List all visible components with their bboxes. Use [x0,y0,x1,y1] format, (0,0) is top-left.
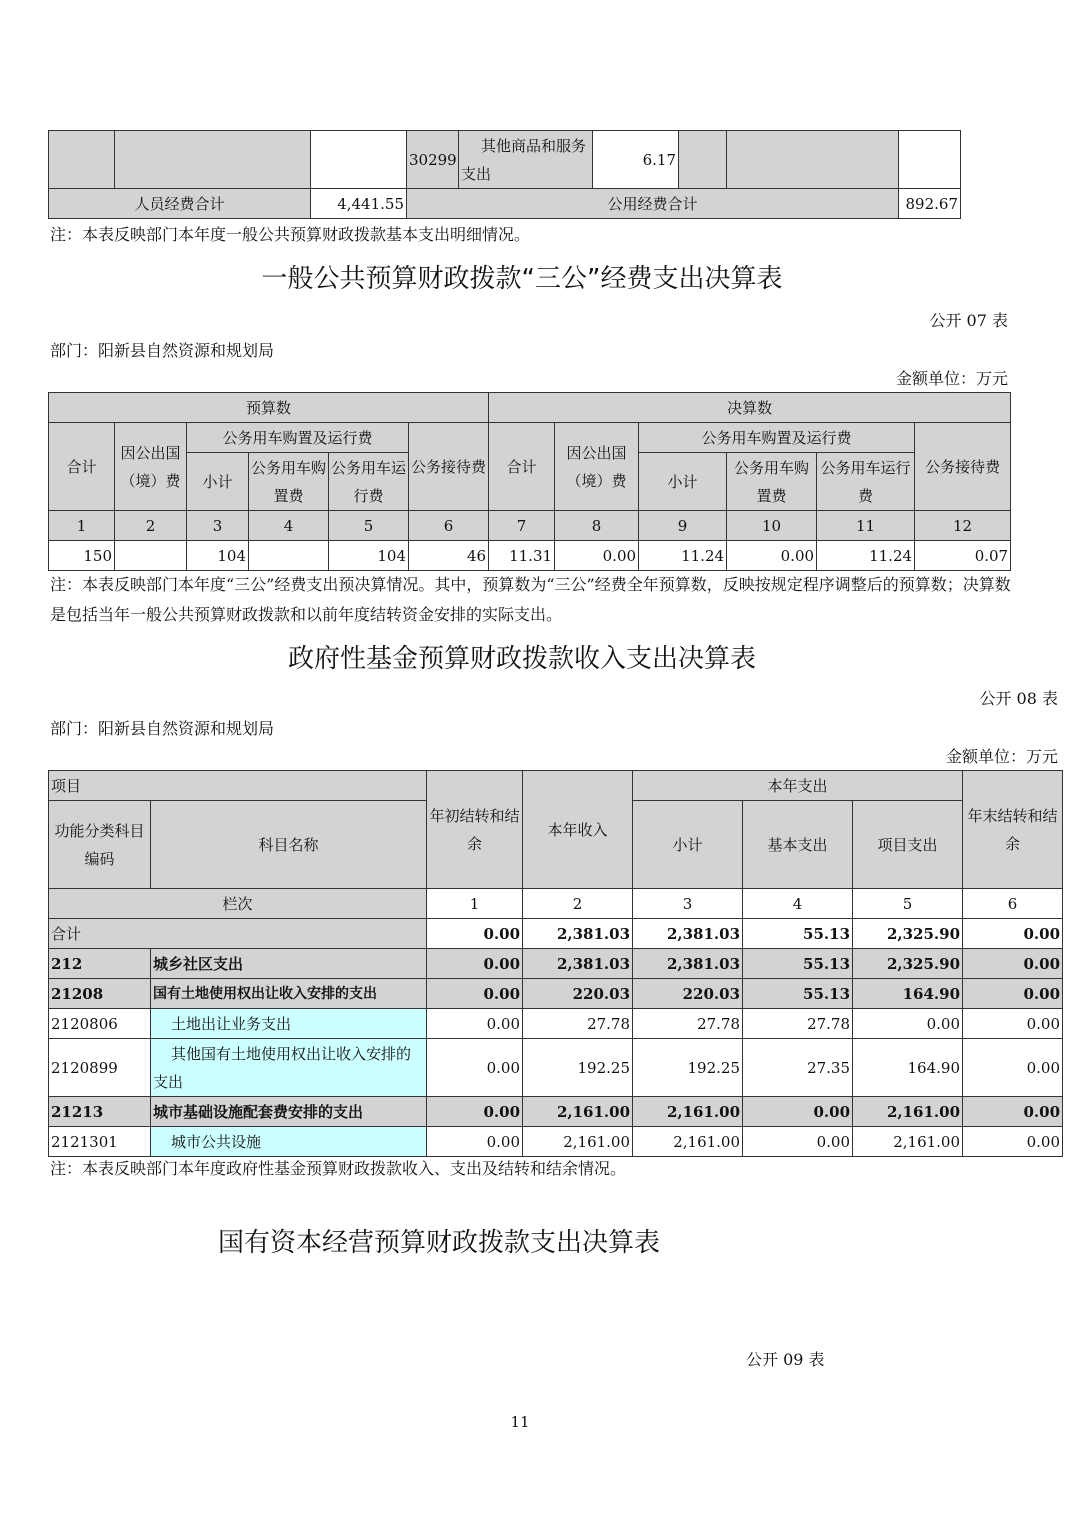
budget-abroad-header: 因公出国（境）费 [115,423,187,511]
col-number: 1 [49,511,115,541]
income-header: 本年收入 [523,771,633,889]
col-number: 5 [853,889,963,919]
actual-reception-header: 公务接待费 [915,423,1011,511]
row-value: 220.03 [523,979,633,1009]
sangong-department: 部门：阳新县自然资源和规划局 [50,341,275,360]
col-number: 6 [963,889,1063,919]
row-name: 城乡社区支出 [151,949,427,979]
total-value: 2,381.03 [523,919,633,949]
value-cell [115,541,187,571]
row-value: 2,161.00 [633,1097,743,1127]
cell-empty [679,131,727,189]
end-balance-header: 年末结转和结余 [963,771,1063,889]
row-code: 21213 [49,1097,151,1127]
name-header: 科目名称 [151,801,427,889]
sangong-table-number: 公开 07 表 [929,311,1008,330]
expense-header: 本年支出 [633,771,963,801]
budget-subtotal-header: 小计 [187,453,249,511]
row-value: 55.13 [743,949,853,979]
budget-car-header: 公务用车购置及运行费 [187,423,409,453]
row-value: 0.00 [963,1097,1063,1127]
state-capital-title: 国有资本经营预算财政拨款支出决算表 [218,1228,661,1258]
fund-note: 注：本表反映部门本年度政府性基金预算财政拨款收入、支出及结转和结余情况。 [50,1159,627,1178]
cell-empty [727,131,899,189]
expense-subtotal-header: 小计 [633,801,743,889]
col-number: 8 [555,511,639,541]
sangong-table [48,392,1011,571]
col-number: 6 [409,511,489,541]
value-cell: 104 [187,541,249,571]
row-value: 2,161.00 [523,1097,633,1127]
row-value: 164.90 [853,979,963,1009]
budget-total-header: 合计 [49,423,115,511]
row-value: 0.00 [963,1127,1063,1157]
fund-unit: 金额单位：万元 [945,747,1058,766]
cell-empty [49,131,115,189]
row-value: 27.78 [633,1009,743,1039]
row-code: 2120806 [49,1009,151,1039]
row-value: 0.00 [427,1097,523,1127]
row-value: 0.00 [963,1039,1063,1097]
row-value: 2,161.00 [523,1127,633,1157]
row-value: 27.78 [743,1009,853,1039]
basic-expense-table-continuation [48,130,961,219]
row-value: 0.00 [963,979,1063,1009]
cell-empty [899,131,961,189]
row-value: 2,161.00 [853,1127,963,1157]
row-code: 2121301 [49,1127,151,1157]
row-value: 2,161.00 [853,1097,963,1127]
actual-car-buy-header: 公务用车购置费 [727,453,817,511]
row-value: 2,161.00 [633,1127,743,1157]
row-value: 164.90 [853,1039,963,1097]
total-label: 合计 [49,919,427,949]
col-number: 3 [633,889,743,919]
total-value: 0.00 [427,919,523,949]
col-number: 1 [427,889,523,919]
col-number: 2 [523,889,633,919]
project-expense-header: 项目支出 [853,801,963,889]
fund-department: 部门：阳新县自然资源和规划局 [50,719,275,738]
value-cell: 11.24 [639,541,727,571]
actual-header: 决算数 [489,393,1011,423]
row-code: 212 [49,949,151,979]
row-name: 城市基础设施配套费安排的支出 [151,1097,427,1127]
row-value: 27.35 [743,1039,853,1097]
code-header: 功能分类科目编码 [49,801,151,889]
row-code: 21208 [49,979,151,1009]
col-number: 11 [817,511,915,541]
value-cell: 0.07 [915,541,1011,571]
begin-balance-header: 年初结转和结余 [427,771,523,889]
value-cell: 11.24 [817,541,915,571]
sangong-unit: 金额单位：万元 [895,369,1008,388]
col-number: 4 [249,511,329,541]
actual-abroad-header: 因公出国（境）费 [555,423,639,511]
row-value: 0.00 [743,1127,853,1157]
value-cell: 104 [329,541,409,571]
expense-code: 30299 [407,131,459,189]
actual-subtotal-header: 小计 [639,453,727,511]
total-value: 0.00 [963,919,1063,949]
fund-table-number: 公开 08 表 [979,689,1058,708]
table-row [49,1039,1063,1097]
row-value: 192.25 [523,1039,633,1097]
fund-title: 政府性基金预算财政拨款收入支出决算表 [287,644,756,674]
personnel-total-label: 人员经费合计 [49,189,311,219]
row-value: 2,325.90 [853,949,963,979]
table-row [49,949,1063,979]
total-value: 55.13 [743,919,853,949]
value-cell [249,541,329,571]
row-name: 国有土地使用权出让收入安排的支出 [151,979,427,1009]
row-value: 0.00 [853,1009,963,1039]
total-value: 2,325.90 [853,919,963,949]
table-row [49,1127,1063,1157]
row-value: 0.00 [427,1039,523,1097]
row-value: 192.25 [633,1039,743,1097]
top-table-note: 注：本表反映部门本年度一般公共预算财政拨款基本支出明细情况。 [50,225,531,244]
row-name: 土地出让业务支出 [151,1009,427,1039]
total-value: 2,381.03 [633,919,743,949]
actual-car-run-header: 公务用车运行费 [817,453,915,511]
row-value: 220.03 [633,979,743,1009]
public-total-label: 公用经费合计 [407,189,899,219]
item-header: 项目 [49,771,427,801]
row-code: 2120899 [49,1039,151,1097]
actual-car-header: 公务用车购置及运行费 [639,423,915,453]
value-cell: 150 [49,541,115,571]
basic-expense-header: 基本支出 [743,801,853,889]
col-number: 10 [727,511,817,541]
row-value: 0.00 [963,1009,1063,1039]
expense-name: 其他商品和服务支出 [459,131,593,189]
sangong-title: 一般公共预算财政拨款“三公”经费支出决算表 [261,264,783,294]
table-row [49,979,1063,1009]
row-value: 55.13 [743,979,853,1009]
table-row [49,1097,1063,1127]
row-value: 0.00 [427,1127,523,1157]
row-value: 0.00 [963,949,1063,979]
col-number: 4 [743,889,853,919]
cell-empty [311,131,407,189]
budget-header: 预算数 [49,393,489,423]
row-value: 0.00 [427,949,523,979]
col-number: 9 [639,511,727,541]
state-capital-table-number: 公开 09 表 [746,1350,825,1369]
row-value: 0.00 [427,1009,523,1039]
row-value: 2,381.03 [523,949,633,979]
public-total-value: 892.67 [899,189,961,219]
row-name: 城市公共设施 [151,1127,427,1157]
col-number: 3 [187,511,249,541]
fund-table [48,770,1063,1157]
budget-reception-header: 公务接待费 [409,423,489,511]
expense-amount: 6.17 [593,131,679,189]
row-name: 其他国有土地使用权出让收入安排的支出 [151,1039,427,1097]
page-number: 11 [510,1413,530,1431]
row-value: 0.00 [743,1097,853,1127]
value-cell: 11.31 [489,541,555,571]
value-cell: 46 [409,541,489,571]
row-value: 0.00 [427,979,523,1009]
col-number: 12 [915,511,1011,541]
row-value: 2,381.03 [633,949,743,979]
col-number: 2 [115,511,187,541]
row-value: 27.78 [523,1009,633,1039]
value-cell: 0.00 [555,541,639,571]
col-number: 7 [489,511,555,541]
sangong-note: 注：本表反映部门本年度“三公”经费支出预决算情况。其中，预算数为“三公”经费全年预算数，反映按规定程序调整后的预算数；决算数是包括当年一般公共预算财政拨款和以前年度结转资金安排的实际支出。 [50,575,1011,624]
personnel-total-value: 4,441.55 [311,189,407,219]
budget-car-run-header: 公务用车运行费 [329,453,409,511]
lanci-label: 栏次 [49,889,427,919]
actual-total-header: 合计 [489,423,555,511]
table-row [49,1009,1063,1039]
cell-empty [115,131,311,189]
col-number: 5 [329,511,409,541]
value-cell: 0.00 [727,541,817,571]
budget-car-buy-header: 公务用车购置费 [249,453,329,511]
